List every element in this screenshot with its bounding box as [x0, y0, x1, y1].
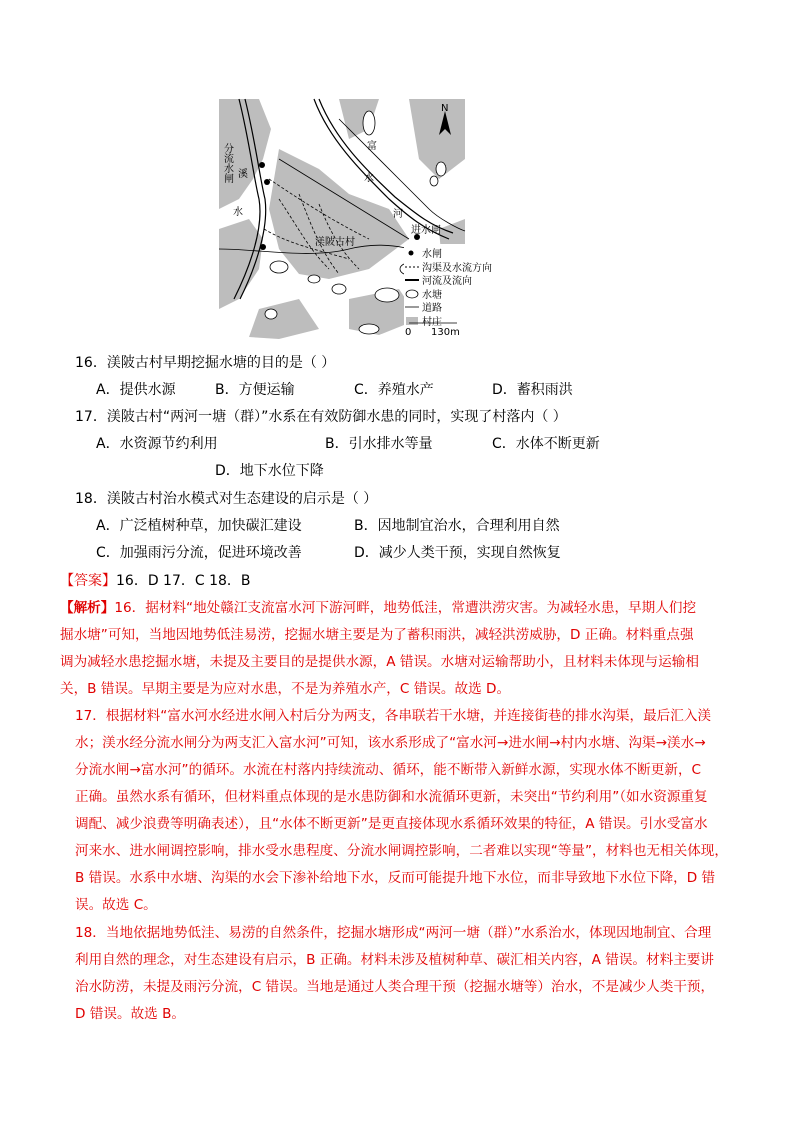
- analysis-16-line-1: 【解析】16．据材料“地处赣江支流富水河下游河畔，地势低洼，常遭洪涝灾害。为减轻水患，早期人们挖: [60, 600, 697, 616]
- label-gate-jin: 进水闸: [411, 225, 441, 236]
- analysis-18-line-4: D 错误。故选 B。: [75, 1006, 185, 1022]
- q17-option-d: D．地下水位下降: [215, 463, 324, 479]
- map-legend: [404, 244, 492, 334]
- analysis-17-line-5: 调配、减少浪费等明确表述），且“水体不断更新”是更直接体现水系循环效果的特征，A 错误。引水受富水: [75, 816, 708, 832]
- analysis-tag: 【解析】: [60, 600, 115, 616]
- q17-option-b: B．引水排水等量: [325, 436, 433, 452]
- analysis-17: [75, 703, 728, 919]
- svg-text:水: 水: [364, 173, 374, 184]
- village-water-map: [219, 99, 492, 339]
- q16-stem: 16．渼陂古村早期挖掘水塘的目的是（ ）: [75, 355, 336, 371]
- q17-option-a: A．水资源节约利用: [96, 436, 218, 452]
- svg-text:河: 河: [393, 209, 403, 220]
- svg-text:水塘: 水塘: [422, 290, 442, 301]
- svg-text:道路: 道路: [422, 303, 442, 314]
- analysis-17-line-7: B 错误。水系中水塘、沟渠的水会下渗补给地下水，反而可能提升地下水位，而非导致地下水位下降，D 错: [75, 870, 716, 886]
- north-label: N: [441, 103, 449, 114]
- map-figure: [219, 99, 492, 339]
- analysis-17-line-3: 分流水闸→富水河”的循环。水流在村落内持续流动、循环，能不断带入新鲜水源，实现水体不断更新，C: [75, 762, 702, 778]
- analysis-17-line-4: 正确。虽然水系有循环，但材料重点体现的是水患防御和水流循环更新，未突出“节约利用”（如水资源重复: [75, 789, 708, 805]
- analysis-18-line-1: 18．当地依据地势低洼、易涝的自然条件，挖掘水塘形成“两河一塘（群）”水系治水，体现因地制宜、合理: [75, 925, 712, 941]
- svg-text:沟渠及水流方向: 沟渠及水流方向: [422, 263, 492, 274]
- q18-stem: 18．渼陂古村治水模式对生态建设的启示是（ ）: [75, 491, 378, 507]
- analysis-18: [75, 920, 725, 1028]
- answer-tag: 【答案】: [60, 573, 116, 589]
- analysis-16: [60, 595, 725, 703]
- q18-option-a: A．广泛植树种草，加快碳汇建设: [96, 518, 302, 534]
- svg-text:溪: 溪: [238, 169, 248, 180]
- analysis-17-line-8: 误。故选 C。: [75, 897, 157, 913]
- q16-option-c: C．养殖水产: [354, 382, 434, 398]
- q16-option-d: D．蓄积雨洪: [492, 382, 573, 398]
- svg-text:富: 富: [367, 141, 377, 152]
- svg-text:村庄: 村庄: [422, 317, 442, 328]
- analysis-17-line-6: 河来水、进水闸调控影响，排水受水患程度、分流水闸调控影响，二者难以实现“等量”，材料也无相关体现，: [75, 843, 728, 859]
- q16-option-a: A．提供水源: [96, 382, 176, 398]
- svg-text:水闸: 水闸: [422, 249, 442, 260]
- analysis-17-line-1: 17．根据材料“富水河水经进水闸入村后分为两支，各串联若干水塘，并连接街巷的排水沟渠，最后汇入渼: [75, 708, 712, 724]
- label-gate-fenliu: 分流水闸: [221, 143, 233, 183]
- analysis-18-line-3: 治水防涝，未提及雨污分流，C 错误。当地是通过人类合理干预（挖掘水塘等）治水，不是减少人类干预，: [75, 979, 715, 995]
- q16-option-b: B．方便运输: [215, 382, 295, 398]
- analysis-16-line-3: 调为减轻水患挖掘水塘，未提及主要目的是提供水源，A 错误。水塘对运输帮助小，且材料未体现与运输相: [60, 654, 699, 670]
- q18-option-b: B．因地制宜治水，合理利用自然: [354, 518, 560, 534]
- q17-stem: 17．渼陂古村“两河一塘（群）”水系在有效防御水患的同时，实现了村落内（ ）: [75, 409, 567, 425]
- analysis-16-line-4: 关，B 错误。早期主要是为应对水患，不是为养殖水产，C 错误。故选 D。: [60, 681, 511, 697]
- analysis-18-line-2: 利用自然的理念，对生态建设有启示，B 正确。材料未涉及植树种草、碳汇相关内容，A 错误。材料主要讲: [75, 952, 714, 968]
- q18-option-c: C．加强雨污分流，促进环境改善: [96, 545, 302, 561]
- analysis-17-line-2: 水；渼水经分流水闸分为两支汇入富水河”可知，该水系形成了“富水河→进水闸→村内水塘、沟渠→渼水→: [75, 735, 706, 751]
- svg-text:河流及流向: 河流及流向: [422, 276, 472, 287]
- svg-text:0: 0: [405, 327, 412, 338]
- analysis-16-line-2: 掘水塘”可知，当地因地势低洼易涝，挖掘水塘主要是为了蓄积雨洪，减轻洪涝威胁，D 正确。材料重点强: [60, 627, 694, 643]
- svg-text:水: 水: [233, 207, 243, 218]
- answer-line: [60, 571, 251, 591]
- answer-text: 16．D 17．C 18．B: [116, 573, 251, 589]
- label-village: 渼陂古村: [315, 237, 355, 248]
- q17-option-c: C．水体不断更新: [492, 436, 600, 452]
- q18-option-d: D．减少人类干预，实现自然恢复: [354, 545, 561, 561]
- svg-text:130m: 130m: [431, 327, 460, 338]
